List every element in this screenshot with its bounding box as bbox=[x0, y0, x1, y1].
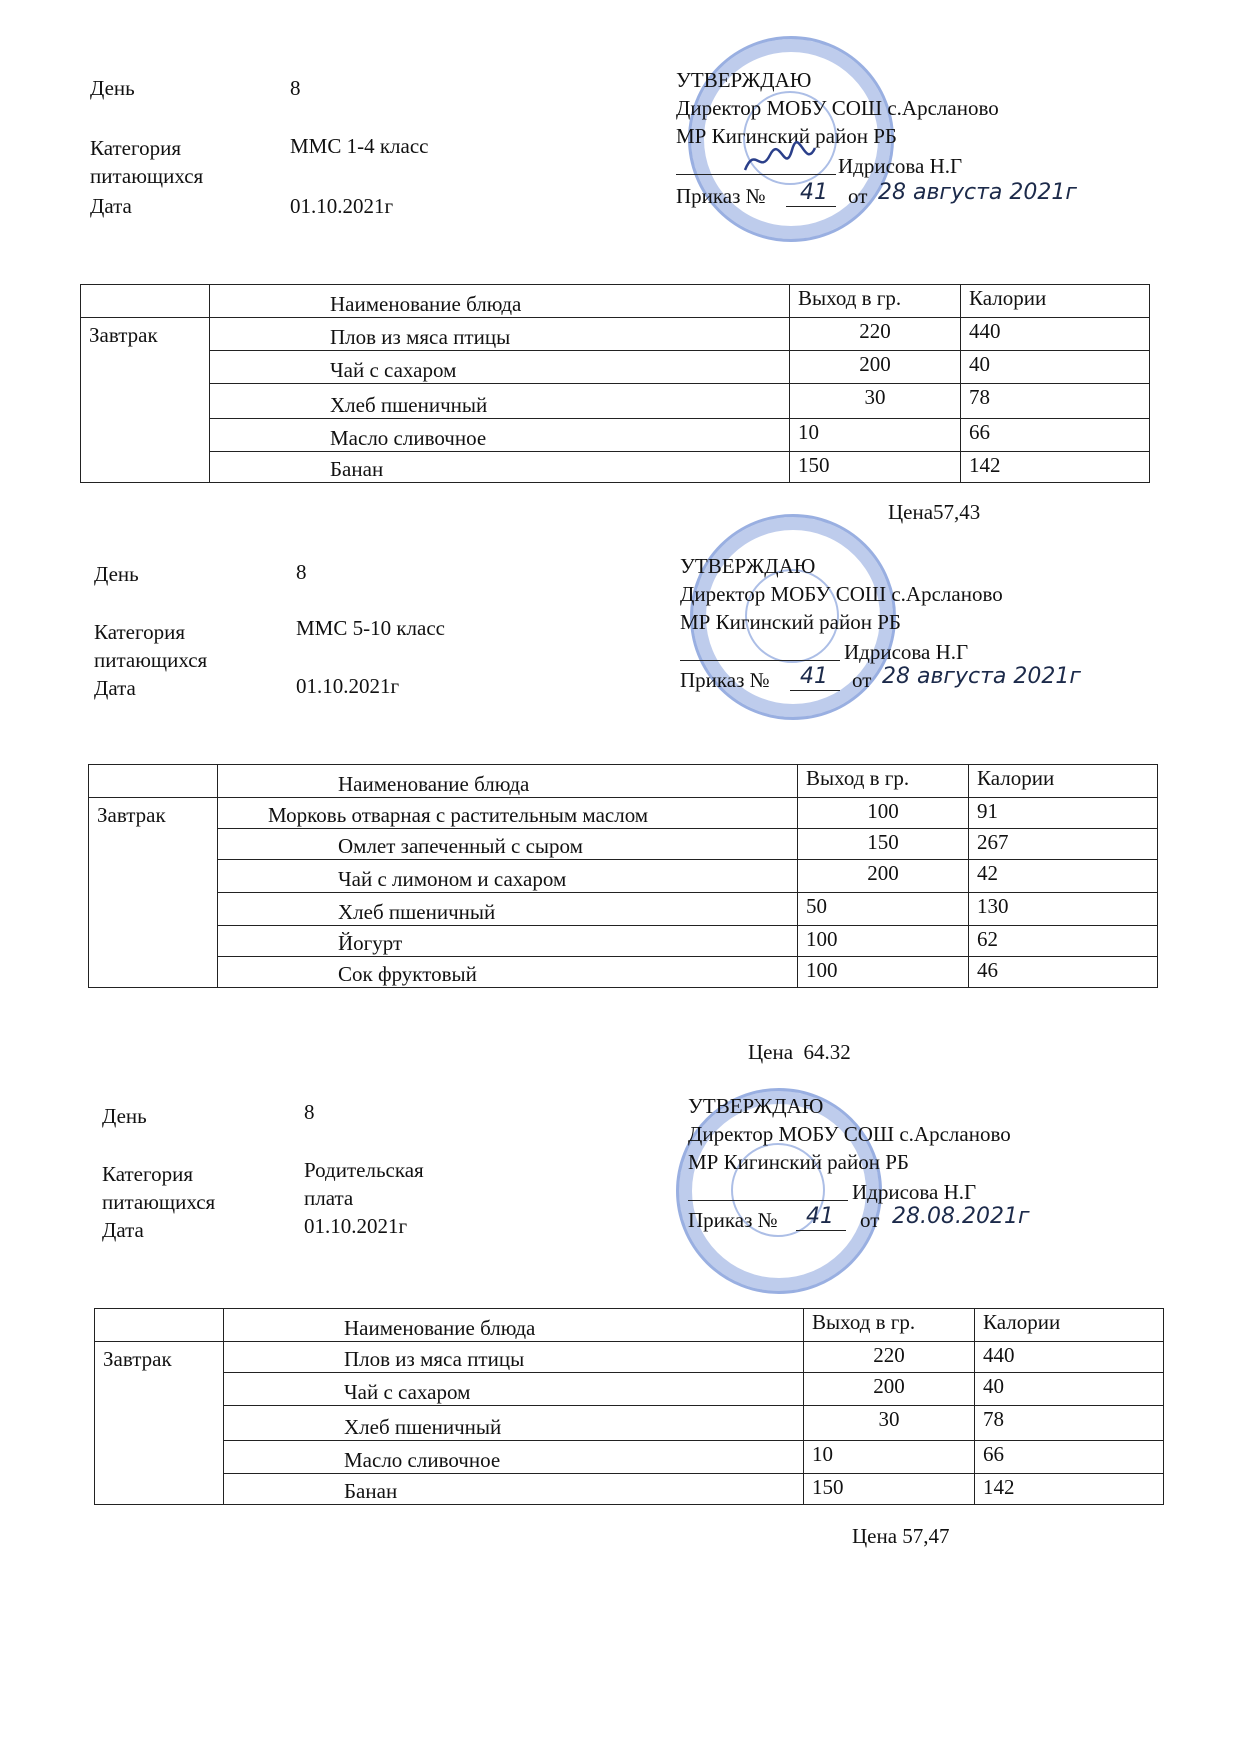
grams-cell: 30 bbox=[790, 384, 961, 419]
order-prefix: Приказ № bbox=[688, 1208, 778, 1232]
header-dish: Наименование блюда bbox=[218, 765, 798, 798]
date-value: 01.10.2021г bbox=[290, 194, 394, 218]
date-label: Дата bbox=[102, 1218, 144, 1242]
kcal-cell: 46 bbox=[969, 957, 1158, 988]
table-row bbox=[95, 1441, 1164, 1474]
dish-cell: Хлеб пшеничный bbox=[218, 893, 798, 926]
kcal-cell: 91 bbox=[969, 798, 1158, 829]
approve-position: Директор МОБУ СОШ с.Арсланово bbox=[676, 96, 999, 120]
header-dish: Наименование блюда bbox=[210, 285, 790, 318]
category-value-2: плата bbox=[304, 1186, 354, 1210]
meal-cell: Завтрак bbox=[89, 798, 218, 988]
category-label: Категория bbox=[94, 620, 185, 644]
grams-cell: 150 bbox=[790, 452, 961, 483]
header-grams: Выход в гр. bbox=[798, 765, 969, 798]
approve-title: УТВЕРЖДАЮ bbox=[676, 68, 812, 92]
kcal-cell: 78 bbox=[975, 1406, 1164, 1441]
day-label: День bbox=[94, 562, 139, 586]
kcal-cell: 62 bbox=[969, 926, 1158, 957]
dish-cell: Чай с сахаром bbox=[210, 351, 790, 384]
date-label: Дата bbox=[90, 194, 132, 218]
approve-district: МР Кигинский район РБ bbox=[688, 1150, 909, 1174]
approve-position: Директор МОБУ СОШ с.Арсланово bbox=[680, 582, 1003, 606]
approve-name: Идрисова Н.Г bbox=[838, 154, 963, 178]
dish-cell: Банан bbox=[224, 1474, 804, 1505]
day-value: 8 bbox=[296, 560, 307, 584]
order-number: 41 bbox=[806, 1204, 834, 1229]
kcal-cell: 78 bbox=[961, 384, 1150, 419]
kcal-cell: 40 bbox=[975, 1373, 1164, 1406]
order-prefix: Приказ № bbox=[680, 668, 770, 692]
meal-cell: Завтрак bbox=[95, 1342, 224, 1505]
order-from: от bbox=[860, 1208, 880, 1232]
grams-cell: 10 bbox=[790, 419, 961, 452]
signature-line bbox=[688, 1200, 848, 1201]
approve-position: Директор МОБУ СОШ с.Арсланово bbox=[688, 1122, 1011, 1146]
meal-cell: Завтрак bbox=[81, 318, 210, 483]
grams-cell: 10 bbox=[804, 1441, 975, 1474]
order-number: 41 bbox=[800, 180, 828, 205]
approve-district: МР Кигинский район РБ bbox=[676, 124, 897, 148]
grams-cell: 150 bbox=[798, 829, 969, 860]
category-label-2: питающихся bbox=[90, 164, 204, 188]
header-kcal: Калории bbox=[961, 285, 1150, 318]
kcal-cell: 130 bbox=[969, 893, 1158, 926]
header-grams: Выход в гр. bbox=[804, 1309, 975, 1342]
kcal-cell: 66 bbox=[975, 1441, 1164, 1474]
kcal-cell: 42 bbox=[969, 860, 1158, 893]
table-row bbox=[95, 1406, 1164, 1441]
category-label-2: питающихся bbox=[102, 1190, 216, 1214]
price: Цена57,43 bbox=[888, 500, 981, 524]
dish-cell: Омлет запеченный с сыром bbox=[218, 829, 798, 860]
kcal-cell: 142 bbox=[961, 452, 1150, 483]
day-label: День bbox=[102, 1104, 147, 1128]
date-value: 01.10.2021г bbox=[304, 1214, 408, 1238]
dish-cell: Хлеб пшеничный bbox=[224, 1406, 804, 1441]
order-date: 28.08.2021г bbox=[892, 1204, 1030, 1229]
grams-cell: 200 bbox=[804, 1373, 975, 1406]
kcal-cell: 440 bbox=[975, 1342, 1164, 1373]
table-row bbox=[95, 1373, 1164, 1406]
kcal-cell: 66 bbox=[961, 419, 1150, 452]
date-value: 01.10.2021г bbox=[296, 674, 400, 698]
grams-cell: 30 bbox=[804, 1406, 975, 1441]
grams-cell: 150 bbox=[804, 1474, 975, 1505]
dish-cell: Чай с сахаром bbox=[224, 1373, 804, 1406]
header-kcal: Калории bbox=[975, 1309, 1164, 1342]
grams-cell: 100 bbox=[798, 926, 969, 957]
grams-cell: 100 bbox=[798, 957, 969, 988]
dish-cell: Чай с лимоном и сахаром bbox=[218, 860, 798, 893]
grams-cell: 100 bbox=[798, 798, 969, 829]
order-date: 28 августа 2021г bbox=[882, 664, 1081, 689]
grams-cell: 220 bbox=[790, 318, 961, 351]
kcal-cell: 440 bbox=[961, 318, 1150, 351]
approve-title: УТВЕРЖДАЮ bbox=[688, 1094, 824, 1118]
date-label: Дата bbox=[94, 676, 136, 700]
price: Цена 57,47 bbox=[852, 1524, 950, 1548]
approve-name: Идрисова Н.Г bbox=[844, 640, 969, 664]
day-value: 8 bbox=[290, 76, 301, 100]
dish-cell: Масло сливочное bbox=[224, 1441, 804, 1474]
category-label: Категория bbox=[90, 136, 181, 160]
dish-cell: Морковь отварная с растительным маслом bbox=[218, 798, 798, 829]
dish-cell: Йогурт bbox=[218, 926, 798, 957]
approve-title: УТВЕРЖДАЮ bbox=[680, 554, 816, 578]
table-row bbox=[95, 1342, 1164, 1373]
dish-cell: Масло сливочное bbox=[210, 419, 790, 452]
menu-table bbox=[94, 1308, 1164, 1505]
dish-cell: Банан bbox=[210, 452, 790, 483]
order-from: от bbox=[848, 184, 868, 208]
approve-district: МР Кигинский район РБ bbox=[680, 610, 901, 634]
order-number: 41 bbox=[800, 664, 828, 689]
price: Цена 64.32 bbox=[748, 1040, 851, 1064]
category-value: ММС 5-10 класс bbox=[296, 616, 445, 640]
header-meal-cell bbox=[95, 1309, 224, 1342]
category-label-2: питающихся bbox=[94, 648, 208, 672]
table-row bbox=[95, 1474, 1164, 1505]
dish-cell: Хлеб пшеничный bbox=[210, 384, 790, 419]
header-dish: Наименование блюда bbox=[224, 1309, 804, 1342]
grams-cell: 200 bbox=[790, 351, 961, 384]
category-label: Категория bbox=[102, 1162, 193, 1186]
category-value: Родительская bbox=[304, 1158, 424, 1182]
table-header-row bbox=[95, 1309, 1164, 1342]
dish-cell: Плов из мяса птицы bbox=[210, 318, 790, 351]
order-from: от bbox=[852, 668, 872, 692]
category-value: ММС 1-4 класс bbox=[290, 134, 429, 158]
order-prefix: Приказ № bbox=[676, 184, 766, 208]
dish-cell: Сок фруктовый bbox=[218, 957, 798, 988]
kcal-cell: 40 bbox=[961, 351, 1150, 384]
order-date: 28 августа 2021г bbox=[878, 180, 1077, 205]
header-kcal: Калории bbox=[969, 765, 1158, 798]
header-grams: Выход в гр. bbox=[790, 285, 961, 318]
approve-name: Идрисова Н.Г bbox=[852, 1180, 977, 1204]
day-value: 8 bbox=[304, 1100, 315, 1124]
order-number-line bbox=[796, 1230, 846, 1231]
day-label: День bbox=[90, 76, 135, 100]
kcal-cell: 267 bbox=[969, 829, 1158, 860]
grams-cell: 50 bbox=[798, 893, 969, 926]
grams-cell: 200 bbox=[798, 860, 969, 893]
dish-cell: Плов из мяса птицы bbox=[224, 1342, 804, 1373]
grams-cell: 220 bbox=[804, 1342, 975, 1373]
kcal-cell: 142 bbox=[975, 1474, 1164, 1505]
